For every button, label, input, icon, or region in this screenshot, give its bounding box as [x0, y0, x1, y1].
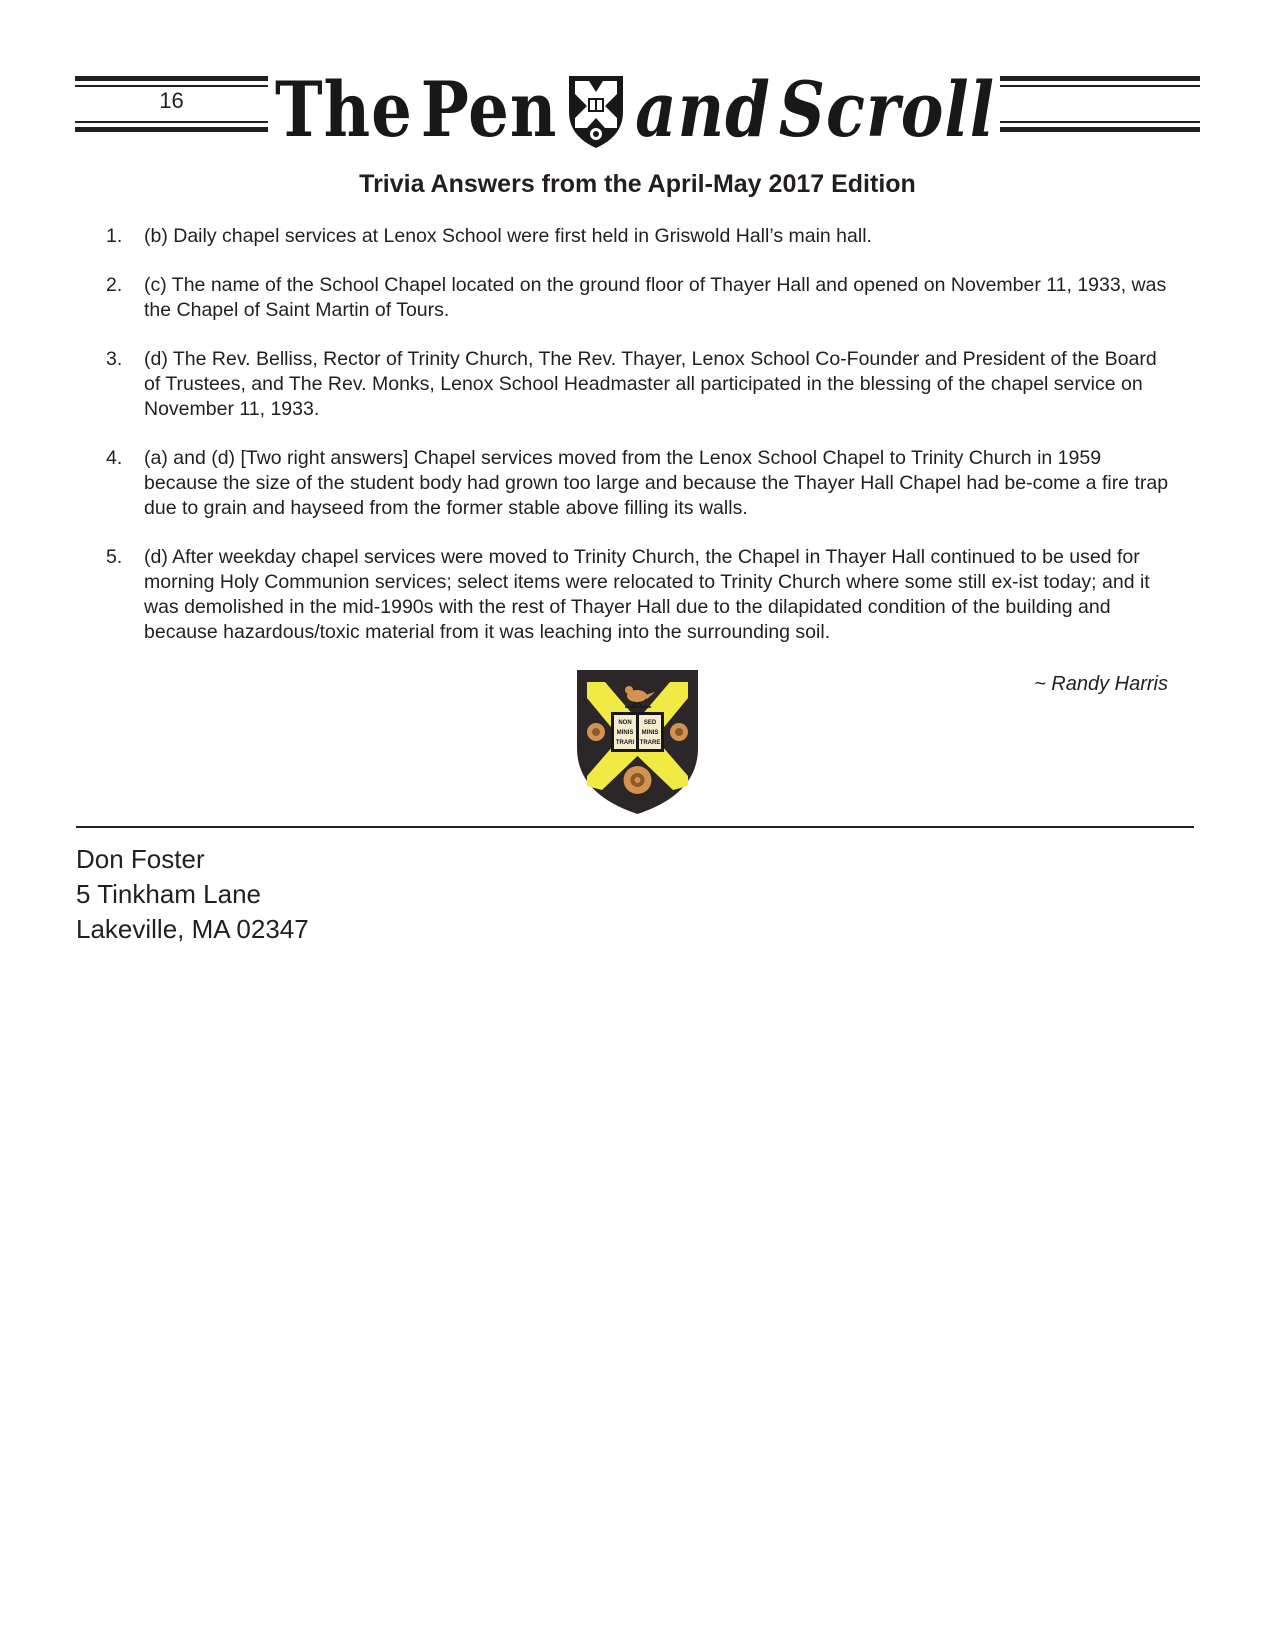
answer-item [106, 273, 1171, 323]
address-name: Don Foster [76, 844, 205, 874]
title-word-and: and [635, 66, 771, 155]
motto-left-2: MINIS [616, 730, 634, 736]
page-number: 16 [159, 88, 184, 113]
author-signature: ~ Randy Harris [1034, 673, 1168, 695]
motto-right-2: MINIS [641, 730, 659, 736]
answer-text: (a) and (d) [Two right answers] Chapel services moved from the Lenox School Chapel to Trinity Church in 1959 because the size of the student body had grown too large and because the Thayer Hall Chapel had be-come a fire trap due to grain and hayseed from the former stable above filling its walls. [144, 447, 1169, 519]
answer-text: (b) Daily chapel services at Lenox School were first held in Griswold Hall’s main hall. [144, 225, 872, 247]
address-city: Lakeville, MA 02347 [76, 914, 309, 944]
rose-bottom-icon [624, 766, 652, 794]
masthead-rule-right [1000, 76, 1200, 136]
address-street: 5 Tinkham Lane [76, 879, 262, 909]
answer-text: (d) The Rev. Belliss, Rector of Trinity Church, The Rev. Thayer, Lenox School Co-Founder and President of the Board of Trustees, and The Rev. Monks, Lenox School Headmaster all participated in the blessing of the chapel service on November 11, 1933. [144, 348, 1157, 420]
answer-item [106, 545, 1171, 645]
motto-left-1: NON [618, 720, 632, 726]
title-word-pen: Pen [420, 66, 558, 155]
answer-item [106, 347, 1171, 422]
answer-number: 4. [106, 447, 123, 469]
address-divider [76, 826, 1194, 828]
answer-number: 1. [106, 225, 123, 247]
answer-item [106, 446, 1171, 521]
title-word-scroll: Scroll [778, 66, 995, 155]
motto-right-1: SED [643, 720, 657, 726]
mailing-address [76, 842, 309, 947]
answer-list [106, 224, 1171, 669]
answer-text: (d) After weekday chapel services were moved to Trinity Church, the Chapel in Thayer Hall continued to be used for morning Holy Communion services; select items were relocated to Trinity Church where some still ex-ist today; and it was demolished in the mid-1990s with the rest of Thayer Hall due to the dilapidated condition of the building and because hazardous/toxic material from it was leaching into the surrounding soil. [144, 546, 1150, 643]
motto-right-3: TRARE [639, 740, 661, 746]
rose-right-icon [670, 723, 688, 741]
section-heading: Trivia Answers from the April-May 2017 Edition [359, 170, 916, 198]
newsletter-title [275, 66, 995, 156]
title-word-the: The [275, 66, 413, 155]
answer-item [106, 224, 1171, 249]
answer-number: 2. [106, 274, 123, 296]
motto-left-3: TRARI [615, 740, 635, 746]
open-book-icon [611, 712, 664, 752]
answer-number: 5. [106, 546, 123, 568]
rose-left-icon [587, 723, 605, 741]
answer-text: (c) The name of the School Chapel located on the ground floor of Thayer Hall and opened on November 11, 1933, was the Chapel of Saint Martin of Tours. [144, 274, 1167, 321]
masthead [75, 66, 1200, 160]
masthead-crest-icon [565, 72, 627, 150]
answer-number: 3. [106, 348, 123, 370]
school-crest-icon [575, 668, 700, 816]
